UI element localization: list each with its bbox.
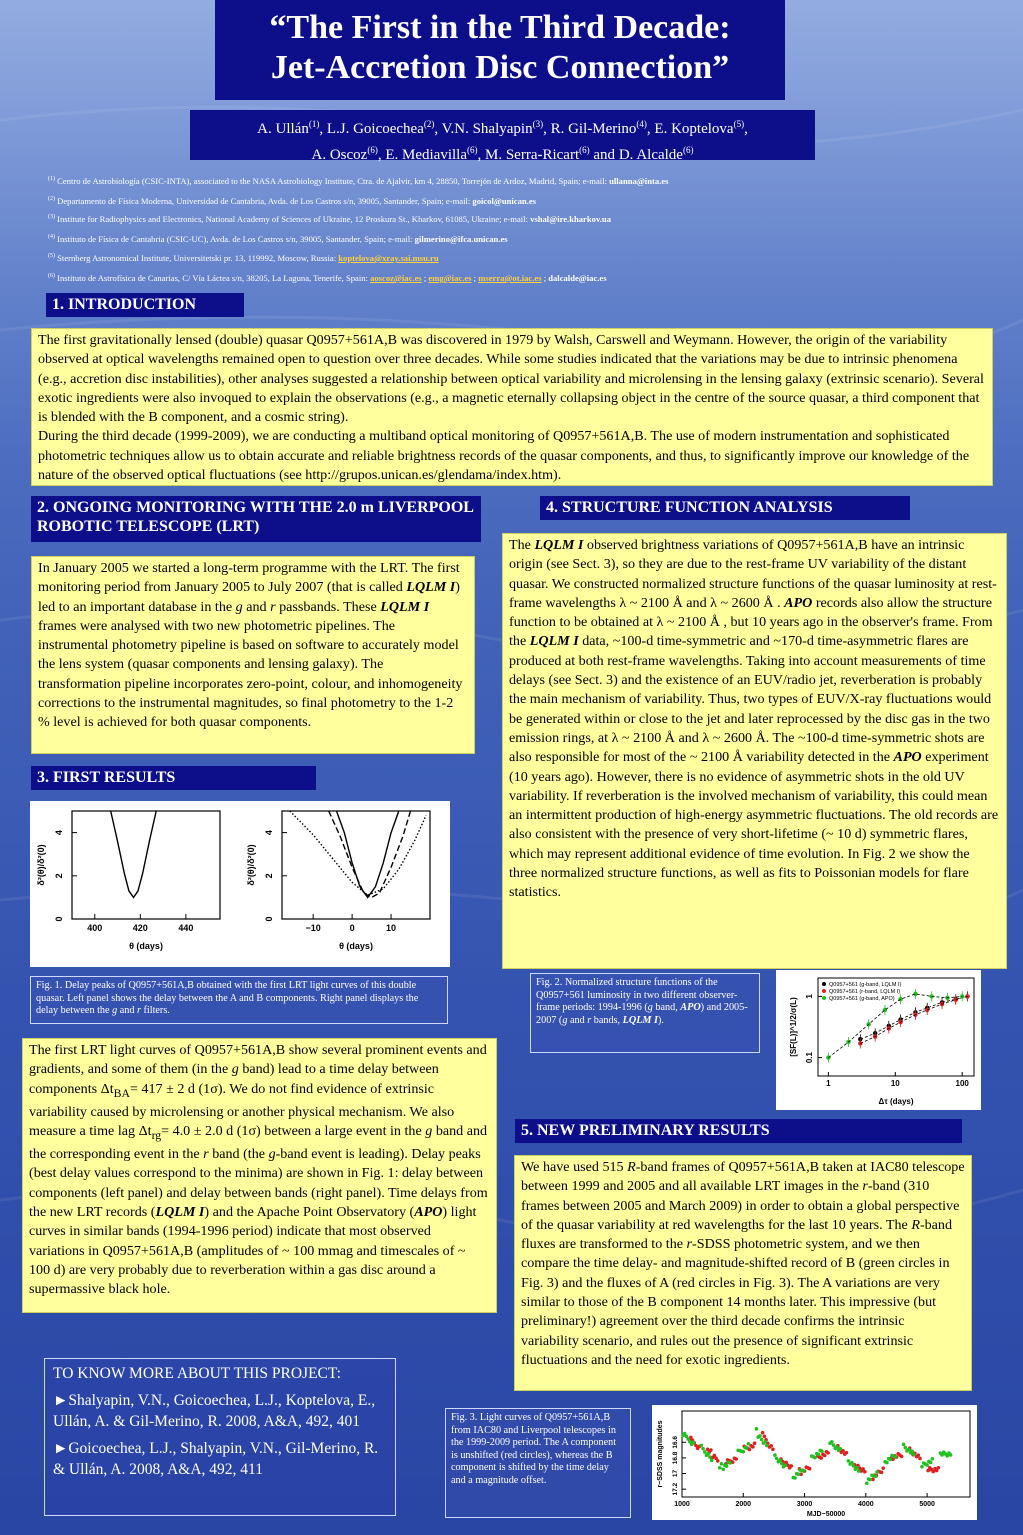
lightcurve-point	[881, 1466, 885, 1470]
section-heading-structure-function: 4. STRUCTURE FUNCTION ANALYSIS	[540, 496, 910, 520]
x-tick-label: 2000	[735, 1501, 752, 1508]
lightcurve-point	[700, 1444, 704, 1448]
email-link[interactable]: aoscoz@iac.es	[370, 272, 422, 283]
lightcurve-point	[691, 1441, 695, 1445]
lightcurve-point	[868, 1478, 872, 1482]
lightcurve-point	[751, 1445, 755, 1449]
x-tick-label: 10	[386, 923, 397, 933]
lightcurve-point	[925, 1463, 929, 1467]
lightcurve-point	[847, 1459, 851, 1463]
lightcurve-point	[773, 1453, 777, 1457]
figure-2-caption: Fig. 2. Normalized structure functions of the Q0957+561 luminosity in two different observer-frame periods: 1994-1996 (g band, APO) and 2005-2007 (g and r bands, LQLM I).	[530, 973, 760, 1053]
y-tick-label: 4	[264, 830, 274, 836]
fig1-right-panel	[246, 811, 430, 951]
author-name: L.J. Goicoechea$^{(2)}$	[326, 119, 435, 137]
lightcurve-point	[721, 1467, 725, 1471]
lightcurve-point	[747, 1442, 751, 1446]
x-tick-label: 5000	[919, 1501, 935, 1508]
lightcurve-point	[745, 1446, 749, 1450]
email-address: vshal@ire.kharkov.ua	[530, 213, 611, 224]
x-tick-label: 10	[890, 1079, 900, 1088]
lightcurve-point	[802, 1469, 806, 1473]
x-tick-label: 440	[178, 923, 194, 933]
structure-function-text: The LQLM I observed brightness variations of Q0957+561A,B have an intrinsic origin (see Sect. 3), so they are due to the rest-frame UV variability of the distant quasar. We constructed normalized structure functions of the quasar luminosity at rest-frame wavelengths λ ~ 2100 Å and λ ~ 2600 Å . APO records also allow the structure function to be obtained at λ ~ 2100 Å , but 10 years ago in the observer's frame. From the LQLM I data, ~100-d time-symmetric and ~170-d time-asymmetric flares are produced at both rest-frame wavelengths. Taking into account measurements of time delays (see Sect. 3) and the existence of an EUV/radio jet, reverberation is probably the main mechanism of variability. Thus, two types of EUV/X-ray fluctuations would be generated within or close to the jet and later reprocessed by the disc gas in the two emission rings, at λ ~ 2100 Å and λ ~ 2600 Å. The ~100-d time-symmetric shots are also responsible for most of the ~ 2100 Å variability detected in the APO experiment (10 years ago). However, there is no evidence of asymmetric shots in the old UV variability. If reverberation is the involved mechanism of variability, this could mean an intermittent production of high-energy asymmetric fluctuations. The old records are also consistent with the presence of very short-lifetime (~ 10 d) symmetric flares, which may represent additional evidence of time evolution. In Fig. 2 we show the three normalized structure functions, as well as fits to Poissonian models for flare statistics.	[502, 533, 1007, 969]
lightcurve-point	[885, 1461, 889, 1465]
lightcurve-point	[763, 1440, 767, 1444]
plot-frame	[282, 811, 430, 919]
legend-marker	[822, 989, 826, 993]
author-name: A. Oscoz$^{(6)}$	[311, 145, 378, 163]
lightcurve-point	[775, 1457, 779, 1461]
lightcurve-point	[916, 1453, 920, 1457]
legend-marker	[822, 982, 826, 986]
lightcurve-point	[763, 1434, 767, 1438]
fig1-left-panel	[36, 811, 220, 951]
author-name: E. Mediavilla$^{(6)}$	[385, 145, 478, 163]
y-tick-label: 17	[672, 1469, 679, 1478]
lightcurve-point	[826, 1451, 830, 1455]
section-heading-introduction: 1. INTRODUCTION	[46, 293, 244, 317]
author-name: A. Ullán$^{(1)}$	[257, 119, 320, 137]
lightcurve-point	[793, 1476, 797, 1480]
legend-entry: Q0957+561 (r-band, LQLM I)	[829, 989, 901, 995]
author-name: R. Gil-Merino$^{(4)}$	[550, 119, 647, 137]
lightcurve-point	[765, 1444, 769, 1448]
plot-frame	[72, 811, 220, 919]
lightcurve-point	[741, 1450, 745, 1454]
affiliation-line: $^{(5)}$ Sternberg Astronomical Institute, Universitetski pr. 13, 119992, Moscow, Russia: koptelova@xray.sai.msu.ru	[48, 252, 439, 263]
lightcurve-point	[902, 1443, 906, 1447]
references-box	[44, 1358, 396, 1516]
lightcurve-point	[710, 1459, 714, 1463]
lightcurve-point	[850, 1461, 854, 1465]
figure-3-caption: Fig. 3. Light curves of Q0957+561A,B from IAC80 and Liverpool telescopes in the 1999-2009 period. The A component is unshifted (red circles), whereas the B component is shifted by the time delay and a magnitude offset.	[445, 1408, 631, 1518]
y-tick-label: 1	[805, 994, 814, 999]
author-list	[190, 110, 815, 163]
plot-frame	[682, 1411, 970, 1497]
first-results-text: The first LRT light curves of Q0957+561A,B show several prominent events and gradients, and some of them (in the g band) lead to a time delay between components $\Delta t_{BA}= 417 \pm 2$ d (1σ). We do not find evidence of extrinsic variability caused by microlensing or another physical mechanism. We also measure a time lag $\Delta t_{rg}= 4.0 \pm 2.0$ d (1σ) between a large event in the g band and the corresponding event in the r band (the g-band event is leading). Delay peaks (best delay values correspond to the minima) are shown in Fig. 1: delay between components (left panel) and delay between bands (right panel). Time delays from the new LRT records (LQLM I) and the Apache Point Observatory (APO) light curves in similar bands (1994-1996 period) indicate that most observed variations in Q0957+561A,B (amplitudes of ~ 100 mmag and timescales of ~ 100 d) are very probably due to reverberation within a gas disc around a supermassive black hole.	[22, 1038, 497, 1313]
lightcurve-point	[918, 1457, 922, 1461]
lightcurve-point	[912, 1453, 916, 1457]
lightcurve-point	[907, 1448, 911, 1452]
lightcurve-point	[820, 1449, 824, 1453]
lightcurve-point	[817, 1453, 821, 1457]
email-link[interactable]: mserra@ot.iac.es	[478, 272, 542, 283]
y-axis-label: [SF(L)]^1/2/σ(L)	[789, 997, 798, 1057]
email-address: dalcalde@iac.es	[548, 272, 607, 283]
lightcurve-point	[769, 1444, 773, 1448]
lightcurve-point	[734, 1457, 738, 1461]
x-tick-label: −10	[305, 923, 321, 933]
lightcurve-point	[874, 1474, 878, 1478]
author-line-1: A. Ullán$^{(1)}$, L.J. Goicoechea$^{(2)}$, V.N. Shalyapin$^{(3)}$, R. Gil-Merino$^{(4)}$, E. Koptelova$^{(5)}$,	[257, 119, 748, 137]
lightcurve-point	[725, 1464, 729, 1468]
delay-curve-solid	[337, 811, 399, 897]
y-tick-label: 2	[54, 873, 64, 879]
fig3-chart	[652, 1405, 977, 1520]
reference-item[interactable]: ►Goicoechea, L.J., Shalyapin, V.N., Gil-Merino, R. & Ullán, A. 2008, A&A, 492, 411	[53, 1440, 379, 1478]
figure-2	[776, 970, 981, 1110]
author-name: M. Serra-Ricart$^{(6)}$	[485, 145, 590, 163]
lightcurve-point	[880, 1471, 884, 1475]
lightcurve-point	[703, 1450, 707, 1454]
email-link[interactable]: koptelova@xray.sai.msu.ru	[338, 252, 439, 263]
lightcurve-point	[937, 1466, 941, 1470]
y-tick-label: 0	[54, 916, 64, 922]
legend-marker	[822, 996, 826, 1000]
fig2-chart	[776, 970, 981, 1110]
y-axis-label: r−SDSS magnitudes	[657, 1420, 664, 1488]
lightcurve-point	[790, 1464, 794, 1468]
lightcurve-point	[894, 1455, 898, 1459]
email-address: goicol@unican.es	[472, 195, 537, 206]
introduction-text: The first gravitationally lensed (double) quasar Q0957+561A,B was discovered in 1979 by Walsh, Carswell and Weymann. However, the origin of the variability observed at optical wavelengths remained open to question over three decades. While some studies indicated that the variations may be due to intrinsic phenomena (e.g., accretion disc instabilities), other analyses suggested a relationship between optical variability and microlensing in the lensing galaxy (extrinsic scenario). Several exotic ingredients were also invoqued to explain the observations (e.g., a magnetic eternally collapsing object in the centre of the source quasar, a third component that is blended with the B component, and a cosmic string). During the third decade (1999-2009), we are conducting a multiband optical monitoring of Q0957+561A,B. The use of modern instrumentation and sophisticated photometric techniques allow us to obtain accurate and reliable brightness records of the quasar components, and thus, to significantly improve our knowledge of the nature of the observed optical fluctuations (see http://grupos.unican.es/glendama/index.htm).	[31, 328, 993, 486]
lightcurve-point	[830, 1440, 834, 1444]
legend-entry: Q0957+561 (g-band, APO)	[829, 996, 895, 1002]
lightcurve-point	[760, 1438, 764, 1442]
x-tick-label: 100	[955, 1079, 969, 1088]
lightcurve-point	[728, 1461, 732, 1465]
figure-1	[30, 801, 450, 967]
lightcurve-point	[783, 1464, 787, 1468]
affiliation-line: $^{(1)}$ Centro de Astrobiología (CSIC-INTA), associated to the NASA Astrobiology Institute, Ctra. de Ajalvir, km 4, 28850, Torrejón de Ardoz, Madrid, Spain; e-mail: ullanna@inta.es	[48, 175, 669, 186]
lightcurve-point	[900, 1455, 904, 1459]
author-name: E. Koptelova$^{(5)}$	[654, 119, 745, 137]
lightcurve-point	[889, 1458, 893, 1462]
email-address: gilmerino@ifca.unican.es	[414, 233, 508, 244]
email-address: ullanna@inta.es	[609, 175, 669, 186]
lightcurve-point	[797, 1472, 801, 1476]
lightcurve-point	[875, 1470, 879, 1474]
legend-entry: Q0957+561 (g-band, LQLM I)	[829, 982, 902, 988]
author-line-2: A. Oscoz$^{(6)}$, E. Mediavilla$^{(6)}$, M. Serra-Ricart$^{(6)}$ and D. Alcalde$^{(6)}$	[311, 145, 694, 163]
x-tick-label: 0	[349, 923, 355, 933]
lightcurve-point	[949, 1453, 953, 1457]
lightcurve-point	[701, 1447, 705, 1451]
lightcurve-point	[865, 1481, 869, 1485]
y-tick-label: 16.8	[672, 1451, 679, 1465]
figure-3	[652, 1405, 977, 1520]
lightcurve-point	[929, 1461, 933, 1465]
x-tick-label: 1000	[674, 1501, 690, 1508]
lightcurve-point	[808, 1467, 812, 1471]
lightcurve-point	[778, 1458, 782, 1462]
lightcurve-point	[832, 1443, 836, 1447]
affiliation-line: $^{(2)}$ Departamento de Física Moderna, Universidad de Cantabria, Avda. de Los Castros s/n, 39005, Santander, Spain; e-mail: goicol@unican.es	[48, 195, 537, 206]
x-axis-label: θ (days)	[339, 941, 373, 951]
lightcurve-point	[755, 1427, 759, 1431]
title-line-2: Jet-Accretion Disc Connection”	[270, 49, 730, 86]
lightcurve-point	[863, 1470, 867, 1474]
lightcurve-point	[819, 1456, 823, 1460]
monitoring-text: In January 2005 we started a long-term programme with the LRT. The first monitoring period from January 2005 to July 2007 (that is called LQLM I) led to an important database in the g and r passbands. These LQLM I frames were analysed with two new photometric pipelines. The instrumental photometry pipeline is based on software to accurately model the lens system (quasar components and lensing galaxy). The transformation pipeline incorporates zero-point, colour, and inhomogeneity corrections to the instrumental magnitudes, so final photometry to the 1-2 % level is achieved for both quasar components.	[31, 556, 475, 754]
y-tick-label: 2	[264, 873, 274, 879]
poster-title	[215, 0, 785, 100]
email-link[interactable]: emg@iac.es	[428, 272, 472, 283]
reference-item[interactable]: ►Shalyapin, V.N., Goicoechea, L.J., Koptelova, E., Ullán, A. & Gil-Merino, R. 2008, A&A, 492, 401	[53, 1392, 376, 1430]
x-axis-label: Δτ (days)	[878, 1097, 914, 1106]
lightcurve-point	[720, 1462, 724, 1466]
x-tick-label: 1	[826, 1079, 831, 1088]
lightcurve-point	[761, 1431, 765, 1435]
affiliation-line: $^{(4)}$ Instituto de Física de Cantabria (CSIC-UC), Avda. de Los Castros s/n, 39005, Santander, Spain; e-mail: gilmerino@ifca.unican.es	[48, 233, 508, 244]
y-axis-label: δ²(θ)/δ²(0)	[246, 844, 256, 886]
author-name: V.N. Shalyapin$^{(3)}$	[441, 119, 544, 137]
y-tick-label: 4	[54, 830, 64, 836]
x-axis-label: MJD−50000	[806, 1511, 846, 1518]
x-tick-label: 420	[132, 923, 148, 933]
lightcurve-point	[845, 1451, 849, 1455]
x-tick-label: 4000	[858, 1501, 874, 1508]
lightcurve-point	[780, 1462, 784, 1466]
x-tick-label: 3000	[796, 1501, 813, 1508]
section-heading-new-results: 5. NEW PRELIMINARY RESULTS	[515, 1119, 962, 1143]
lightcurve-point	[718, 1466, 722, 1470]
lightcurve-point	[753, 1441, 757, 1445]
x-tick-label: 400	[87, 923, 103, 933]
lightcurve-point	[839, 1447, 843, 1451]
lightcurve-point	[903, 1446, 907, 1450]
section-heading-first-results: 3. FIRST RESULTS	[31, 766, 316, 790]
lightcurve-point	[758, 1434, 762, 1438]
lightcurve-point	[708, 1455, 712, 1459]
figure-1-caption: Fig. 1. Delay peaks of Q0957+561A,B obtained with the first LRT light curves of this double quasar. Left panel shows the delay between the A and B components. Right panel displays the delay between the g and r filters.	[30, 976, 448, 1024]
lightcurve-point	[857, 1469, 861, 1473]
lightcurve-point	[835, 1445, 839, 1449]
title-line-1: “The First in the Third Decade:	[269, 9, 731, 46]
y-tick-label: 0	[264, 916, 274, 922]
y-axis-label: δ²(θ)/δ²(0)	[36, 844, 46, 886]
author-name: D. Alcalde$^{(6)}$	[618, 145, 694, 163]
lightcurve-point	[771, 1448, 775, 1452]
lightcurve-point	[930, 1457, 934, 1461]
lightcurve-point	[709, 1448, 713, 1452]
lightcurve-point	[852, 1464, 856, 1468]
affiliation-line: $^{(3)}$ Institute for Radiophysics and Electronics, National Academy of Sciences of Ukraine, 12 Proskura St., Kharkov, 61085, Ukraine; e-mail: vshal@ire.kharkov.ua	[48, 213, 611, 224]
lightcurve-point	[920, 1465, 924, 1469]
y-tick-label: 17.2	[672, 1482, 679, 1496]
lightcurve-point	[855, 1466, 859, 1470]
lightcurve-point	[823, 1454, 827, 1458]
section-heading-monitoring: 2. ONGOING MONITORING WITH THE 2.0 m LIVERPOOL ROBOTIC TELESCOPE (LRT)	[31, 496, 481, 542]
x-axis-label: θ (days)	[129, 941, 163, 951]
y-tick-label: 16.6	[672, 1435, 679, 1449]
lightcurve-point	[813, 1456, 817, 1460]
references-heading: TO KNOW MORE ABOUT THIS PROJECT:	[53, 1365, 341, 1382]
y-tick-label: 0.1	[805, 1052, 814, 1064]
delay-curve-solid	[111, 811, 157, 897]
new-results-text: We have used 515 R-band frames of Q0957+561A,B taken at IAC80 telescope between 1999 and 2005 and all available LRT images in the r-band (310 frames between 2005 and March 2009) in order to obtain a global perspective of the quasar variability at red wavelengths for the last 10 years. The R-band fluxes are transformed to the r-SDSS photometric system, and we then compare the time delay- and magnitude-shifted record of B (green circles in Fig. 3) and the fluxes of A (red circles in Fig. 3). The A variations are very similar to those of the B component 14 months later. This impressive (but preliminary!) agreement over the third decade confirms the intrinsic variability scenario, and rules out the presence of significant extrinsic fluctuations and the need for exotic ingredients.	[514, 1155, 972, 1391]
lightcurve-point	[706, 1452, 710, 1456]
lightcurve-point	[716, 1459, 720, 1463]
affiliation-line: $^{(6)}$ Instituto de Astrofísica de Canarias, C/ Vía Láctea s/n, 38205, La Laguna, Tenerife, Spain: aoscoz@iac.es ; emg@iac.es ; mserra@ot.iac.es ; dalcalde@iac.es	[48, 272, 607, 283]
lightcurve-point	[910, 1449, 914, 1453]
